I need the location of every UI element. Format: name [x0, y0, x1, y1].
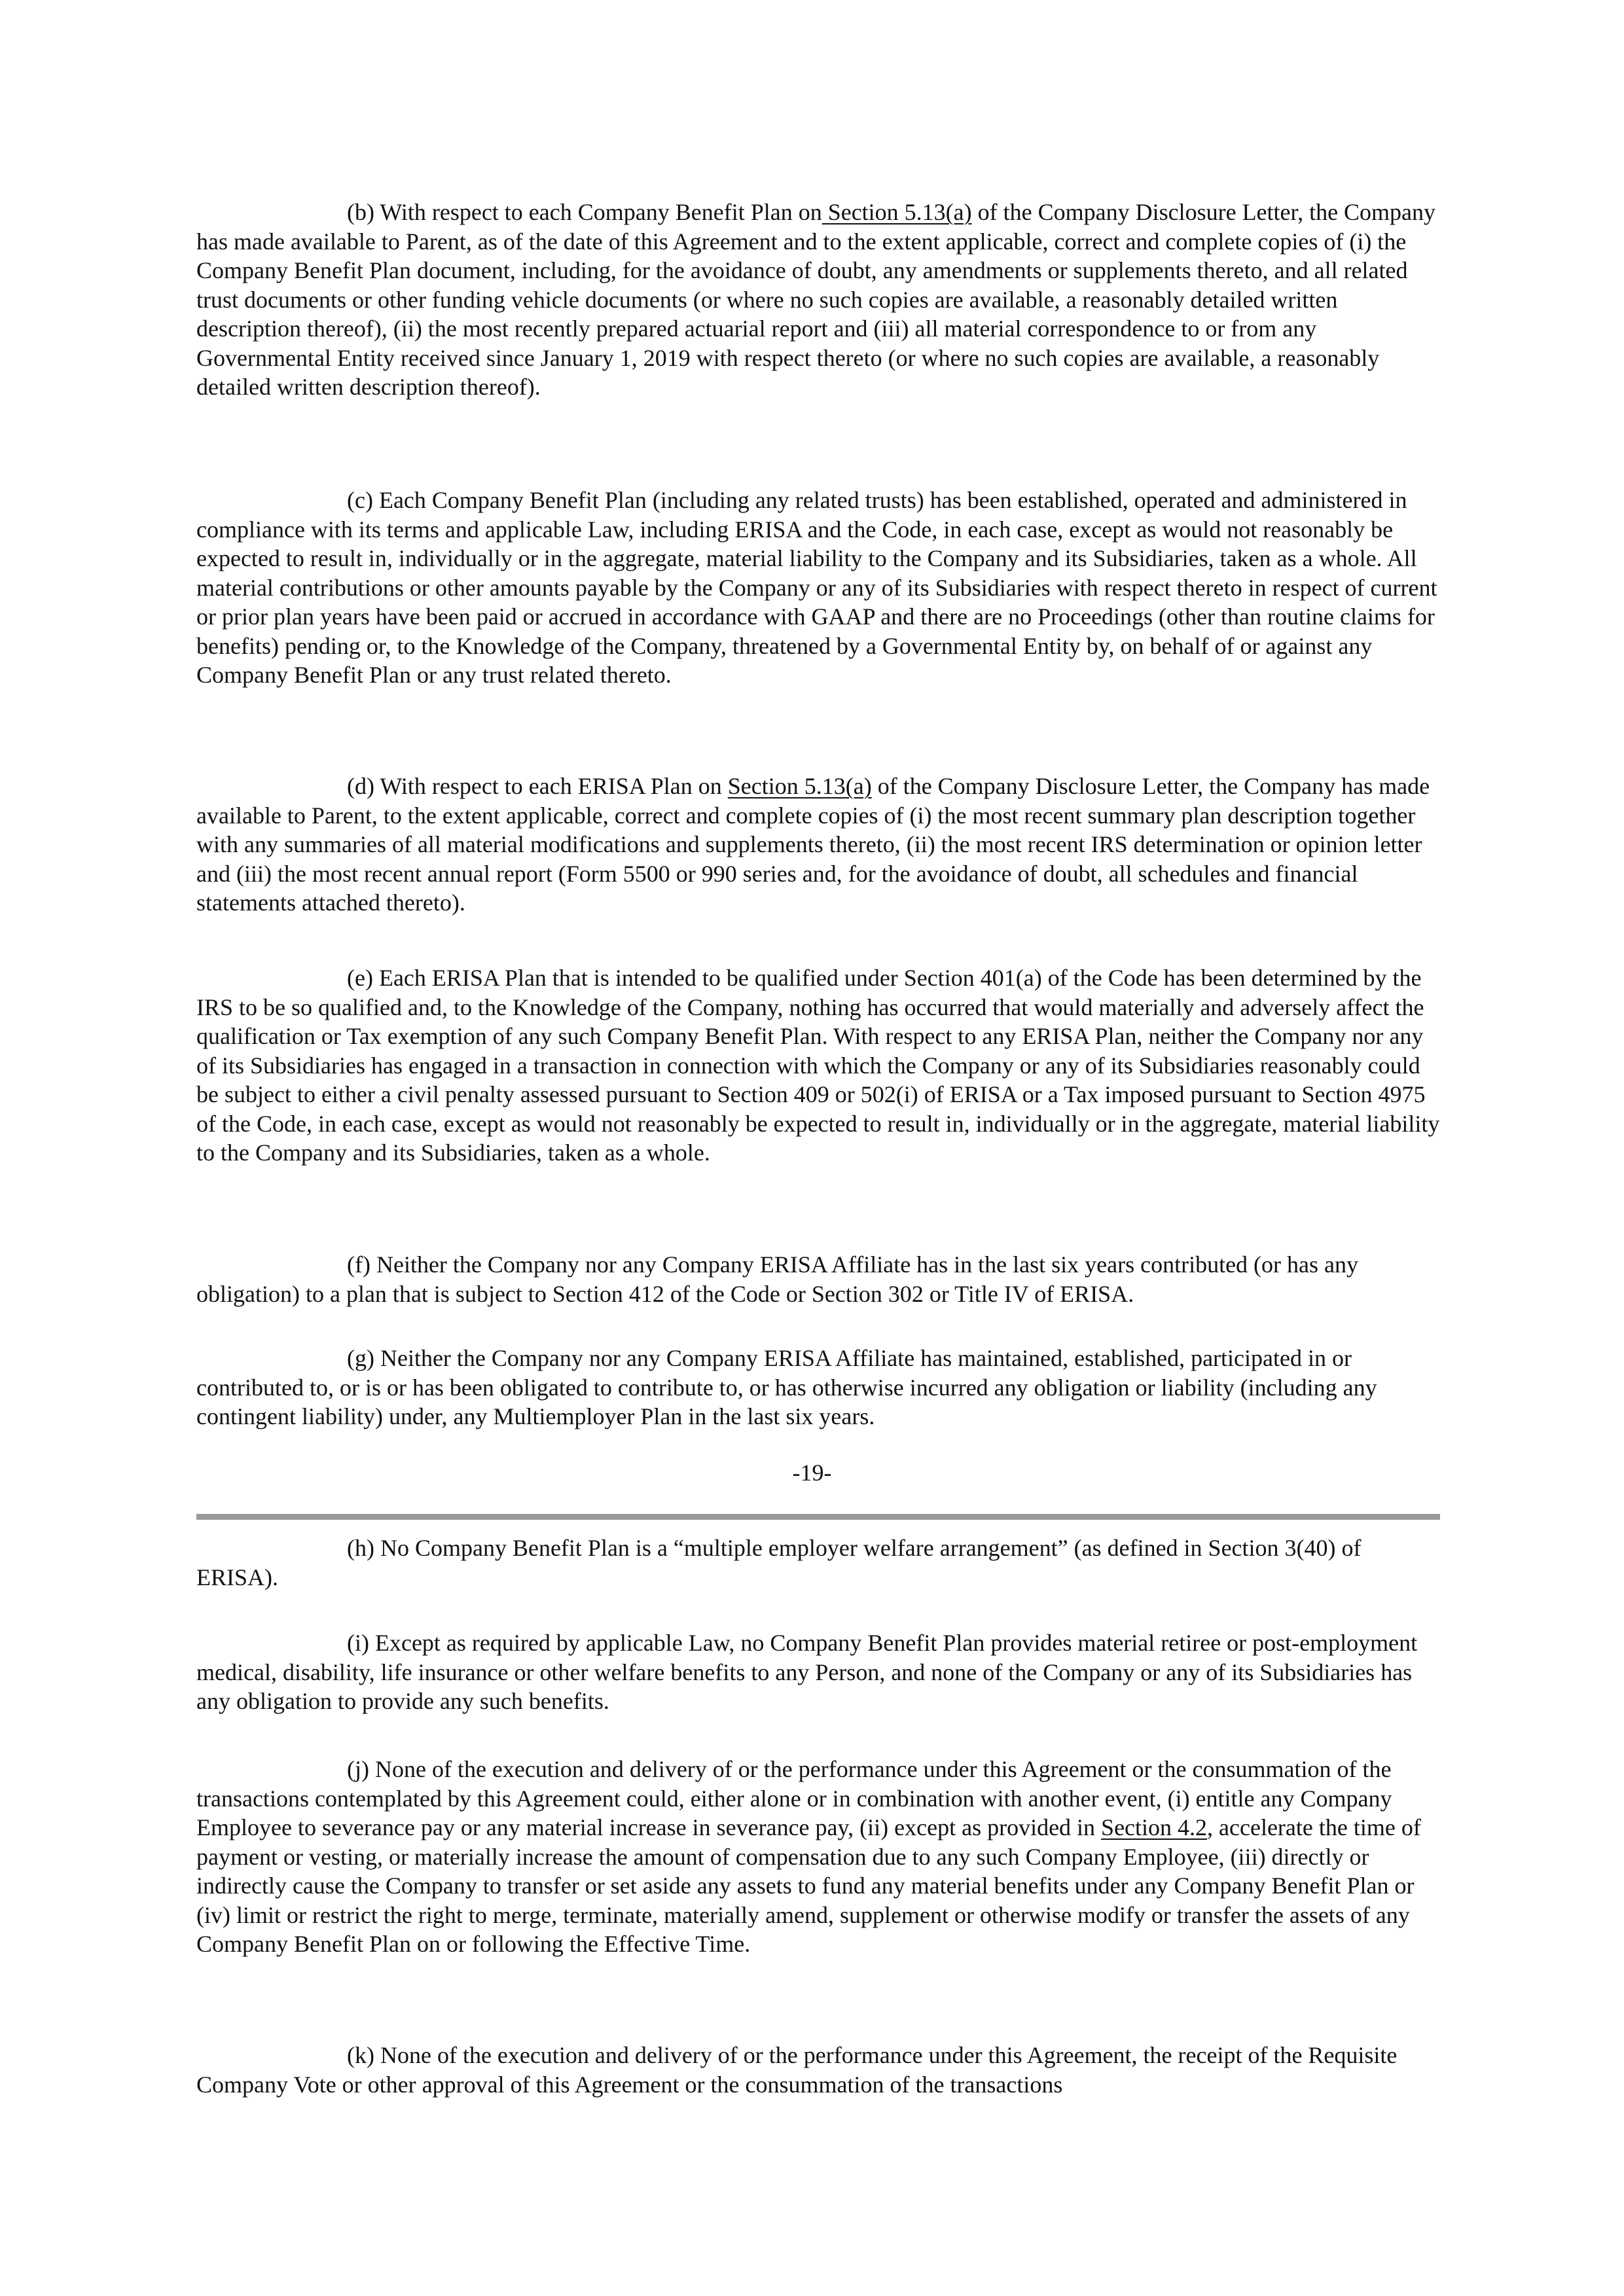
paragraph-d-lead: (d) With respect to each ERISA Plan on: [347, 773, 728, 799]
paragraph-i: [196, 1628, 1440, 1716]
paragraph-h-text: (h) No Company Benefit Plan is a “multiple employer welfare arrangement” (as defined in Section 3(40) of ERISA).: [196, 1535, 1362, 1590]
paragraph-i-text: (i) Except as required by applicable Law, no Company Benefit Plan provides material retiree or post-employment medical, disability, life insurance or other welfare benefits to any Person, and none of the Company or any of its Subsidiaries has any obligation to provide any such benefits.: [196, 1630, 1418, 1714]
paragraph-c-text: (c) Each Company Benefit Plan (including any related trusts) has been established, operated and administered in compliance with its terms and applicable Law, including ERISA and the Code, in each case, except as would not reasonably be expected to result in, individually or in the aggregate, material liability to the Company and its Subsidiaries, taken as a whole. All material contributions or other amounts payable by the Company or any of its Subsidiaries with respect thereto in respect of current or prior plan years have been paid or accrued in accordance with GAAP and there are no Proceedings (other than routine claims for benefits) pending or, to the Knowledge of the Company, threatened by a Governmental Entity by, on behalf of or against any Company Benefit Plan or any trust related thereto.: [196, 487, 1437, 688]
paragraph-e-text: (e) Each ERISA Plan that is intended to be qualified under Section 401(a) of the Code has been determined by the IRS to be so qualified and, to the Knowledge of the Company, nothing has occurred that would materially and adversely affect the qualification or Tax exemption of any such Company Benefit Plan. With respect to any ERISA Plan, neither the Company nor any of its Subsidiaries has engaged in a transaction in connection with which the Company or any of its Subsidiaries reasonably could be subject to either a civil penalty assessed pursuant to Section 409 or 502(i) of ERISA or a Tax imposed pursuant to Section 4975 of the Code, in each case, except as would not reasonably be expected to result in, individually or in the aggregate, material liability to the Company and its Subsidiaries, taken as a whole.: [196, 965, 1440, 1166]
paragraph-k-text: (k) None of the execution and delivery of or the performance under this Agreement, the receipt of the Requisite Company Vote or other approval of this Agreement or the consummation of the transactions: [196, 2042, 1398, 2098]
paragraph-g-text: (g) Neither the Company nor any Company ERISA Affiliate has maintained, established, participated in or contributed to, or is or has been obligated to contribute to, or has otherwise incurred any obligation or liability (including any contingent liability) under, any Multiemployer Plan in the last six years.: [196, 1345, 1377, 1429]
page-number: -19-: [792, 1460, 832, 1486]
section-5-13a-reference[interactable]: Section 5.13(a): [821, 199, 972, 225]
paragraph-e: [196, 963, 1440, 1168]
paragraph-b-lead: (b) With respect to each Company Benefit Plan on: [347, 199, 822, 225]
paragraph-h: [196, 1534, 1440, 1592]
paragraph-g: [196, 1344, 1440, 1431]
paragraph-d: [196, 772, 1440, 918]
paragraph-d-text: of the Company Disclosure Letter, the Company has made available to Parent, to the extent applicable, correct and complete copies of (i) the most recent summary plan description together with any summaries of all material modifications and supplements thereto, (ii) the most recent IRS determination or opinion letter and (iii) the most recent annual report (Form 5500 or 990 series and, for the avoidance of doubt, all schedules and financial statements attached thereto).: [196, 773, 1430, 916]
paragraph-j-text: , accelerate the time of payment or vesting, or materially increase the amount of compensation due to any such Company Employee, (iii) directly or indirectly cause the Company to transfer or set aside any assets to fund any material benefits under any Company Benefit Plan or (iv) limit or restrict the right to merge, terminate, materially amend, supplement or otherwise modify or transfer the assets of any Company Benefit Plan on or following the Effective Time.: [196, 1814, 1421, 1957]
paragraph-f-text: (f) Neither the Company nor any Company ERISA Affiliate has in the last six years contributed (or has any obligation) to a plan that is subject to Section 412 of the Code or Section 302 or Title IV of ERISA.: [196, 1251, 1358, 1307]
section-4-2-reference[interactable]: Section 4.2: [1101, 1814, 1208, 1840]
paragraph-j: [196, 1755, 1440, 1959]
paragraph-j-lead: (j) None of the execution and delivery of or the performance under this Agreement or the consummation of the transactions contemplated by this Agreement could, either alone or in combination with another event, (i) entitle any Company Employee to severance pay or any material increase in severance pay, (ii) except as provided in: [196, 1756, 1392, 1840]
section-5-13a-reference[interactable]: Section 5.13(a): [727, 773, 872, 799]
paragraph-c: [196, 486, 1440, 690]
page-break-divider: [196, 1514, 1440, 1520]
paragraph-k: [196, 2041, 1440, 2099]
paragraph-b-text: of the Company Disclosure Letter, the Company has made available to Parent, as of the date of this Agreement and to the extent applicable, correct and complete copies of (i) the Company Benefit Plan document, including, for the avoidance of doubt, any amendments or supplements thereto, and all related trust documents or other funding vehicle documents (or where no such copies are available, a reasonably detailed written description thereof), (ii) the most recently prepared actuarial report and (iii) all material correspondence to or from any Governmental Entity received since January 1, 2019 with respect thereto (or where no such copies are available, a reasonably detailed written description thereof).: [196, 199, 1436, 400]
paragraph-b: [196, 198, 1440, 402]
paragraph-f: [196, 1250, 1440, 1308]
